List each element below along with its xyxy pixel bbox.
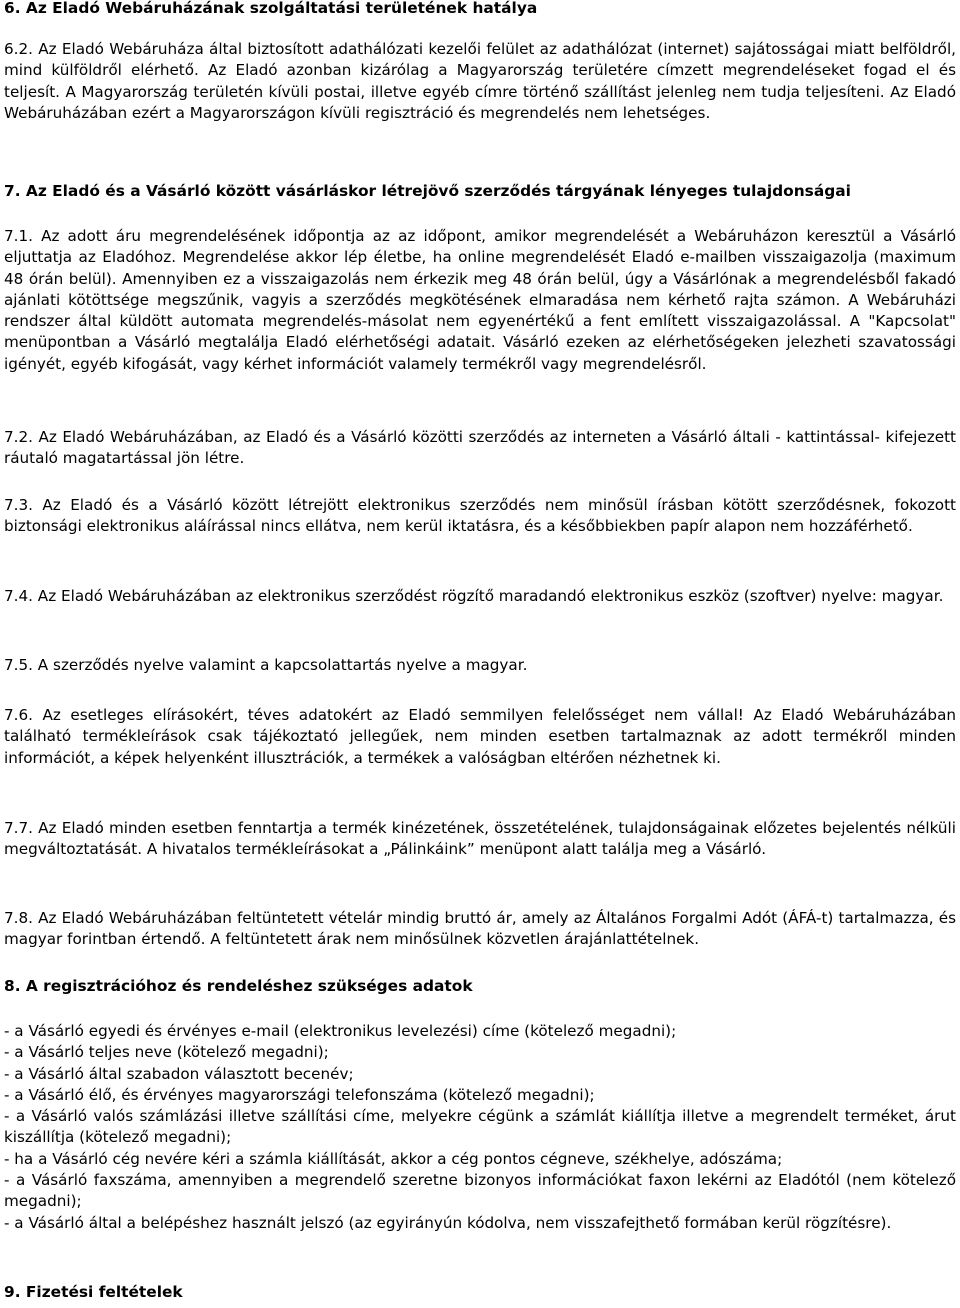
list-item: - a Vásárló faxszáma, amennyiben a megrendelő szeretne bizonyos információkat faxon lekérni az Eladótól (nem kötelező megadni);	[4, 1171, 956, 1211]
section-8-heading: 8. A regisztrációhoz és rendeléshez szükséges adatok	[4, 977, 473, 995]
paragraph-6-2: 6.2. Az Eladó Webáruháza által biztosított adathálózati kezelői felület az adathálózat (internet) sajátosságai miatt belföldről, mind külföldről elérhető. Az Eladó azonban kizárólag a Magyarország területére címzett megrendeléseket fogad el és teljesít. A Magyarország területén kívüli postai, illetve egyéb címre történő szállítást jelenleg nem tudja teljesíteni. Az Eladó Webáruházában ezért a Magyarországon kívüli regisztráció és megrendelés nem lehetséges.	[4, 40, 956, 122]
list-item: - a Vásárló valós számlázási illetve szállítási címe, melyekre cégünk a számlát kiállítja illetve a megrendelt terméket, árut kiszállítja (kötelező megadni);	[4, 1107, 956, 1147]
list-item: - a Vásárló által szabadon választott becenév;	[4, 1064, 354, 1083]
paragraph-7-8: 7.8. Az Eladó Webáruházában feltüntetett vételár mindig bruttó ár, amely az Általános Forgalmi Adót (ÁFÁ-t) tartalmazza, és magyar forintban értendő. A feltüntetett árak nem minősülnek közvetlen árajánlattételnek.	[4, 909, 956, 949]
paragraph-7-4: 7.4. Az Eladó Webáruházában az elektronikus szerződést rögzítő maradandó elektronikus eszköz (szoftver) nyelve: magyar.	[4, 587, 944, 605]
section-6-heading: 6. Az Eladó Webáruházának szolgáltatási területének hatálya	[4, 0, 538, 17]
list-item: - ha a Vásárló cég nevére kéri a számla kiállítását, akkor a cég pontos cégneve, székhelye, adószáma;	[4, 1149, 783, 1168]
paragraph-7-7: 7.7. Az Eladó minden esetben fenntartja a termék kinézetének, összetételének, tulajdonságainak előzetes bejelentés nélküli megváltoztatását. A hivatalos termékleírásokat a „Pálinkáink” menüpont alatt találja meg a Vásárló.	[4, 819, 956, 859]
paragraph-7-5: 7.5. A szerződés nyelve valamint a kapcsolattartás nyelve a magyar.	[4, 656, 528, 674]
paragraph-7-3: 7.3. Az Eladó és a Vásárló között létrejött elektronikus szerződés nem minősül írásban kötött szerződésnek, fokozott biztonsági elektronikus aláírással nincs ellátva, nem kerül iktatásra, és a későbbiekben papír alapon nem hozzáférhető.	[4, 496, 956, 536]
paragraph-7-1: 7.1. Az adott áru megrendelésének időpontja az az időpont, amikor megrendelését a Webáruházon keresztül a Vásárló eljuttatja az Eladóhoz. Megrendelése akkor lép életbe, ha online megrendelését Eladó e-mailben visszaigazolja (maximum 48 órán belül). Amennyiben ez a visszaigazolás nem érkezik meg 48 órán belül, úgy a Vásárlónak a megrendelésből fakadó ajánlati kötöttsége megszűnik, vagyis a szerződés megkötésének elmaradása nem kérhető rajta számon. A Webáruházi rendszer által küldött automata megrendelés-másolat nem egyenértékű a fent említett visszaigazolással. A "Kapcsolat" menüpontban a Vásárló megtalálja Eladó elérhetőségi adatait. Vásárló ezeken az elérhetőségeken jelezheti szavatossági igényét, egyéb kifogását, vagy kérhet információt valamely termékről vagy megrendelésről.	[4, 227, 956, 373]
paragraph-7-2: 7.2. Az Eladó Webáruházában, az Eladó és a Vásárló közötti szerződés az interneten a Vásárló általi - kattintással- kifejezett ráutaló magatartással jön létre.	[4, 428, 956, 468]
list-item: - a Vásárló által a belépéshez használt jelszó (az egyirányún kódolva, nem visszafejthető formában kerül rögzítésre).	[4, 1213, 892, 1232]
section-7-heading: 7. Az Eladó és a Vásárló között vásárláskor létrejövő szerződés tárgyának lényeges tulajdonságai	[4, 182, 851, 200]
paragraph-7-6: 7.6. Az esetleges elírásokért, téves adatokért az Eladó semmilyen felelősséget nem vállal! Az Eladó Webáruházában található termékleírások csak tájékoztató jellegűek, nem minden esetben tartalmaznak az adott termékről minden információt, a képek helyenként illusztrációk, a termékek a valóságban eltérően nézhetnek ki.	[4, 706, 956, 767]
list-item: - a Vásárló teljes neve (kötelező megadni);	[4, 1043, 329, 1062]
required-data-list	[4, 1021, 956, 1234]
list-item: - a Vásárló élő, és érvényes magyarországi telefonszáma (kötelező megadni);	[4, 1085, 595, 1104]
list-item: - a Vásárló egyedi és érvényes e-mail (elektronikus levelezési) címe (kötelező megadni);	[4, 1022, 677, 1040]
section-9-heading: 9. Fizetési feltételek	[4, 1283, 183, 1301]
